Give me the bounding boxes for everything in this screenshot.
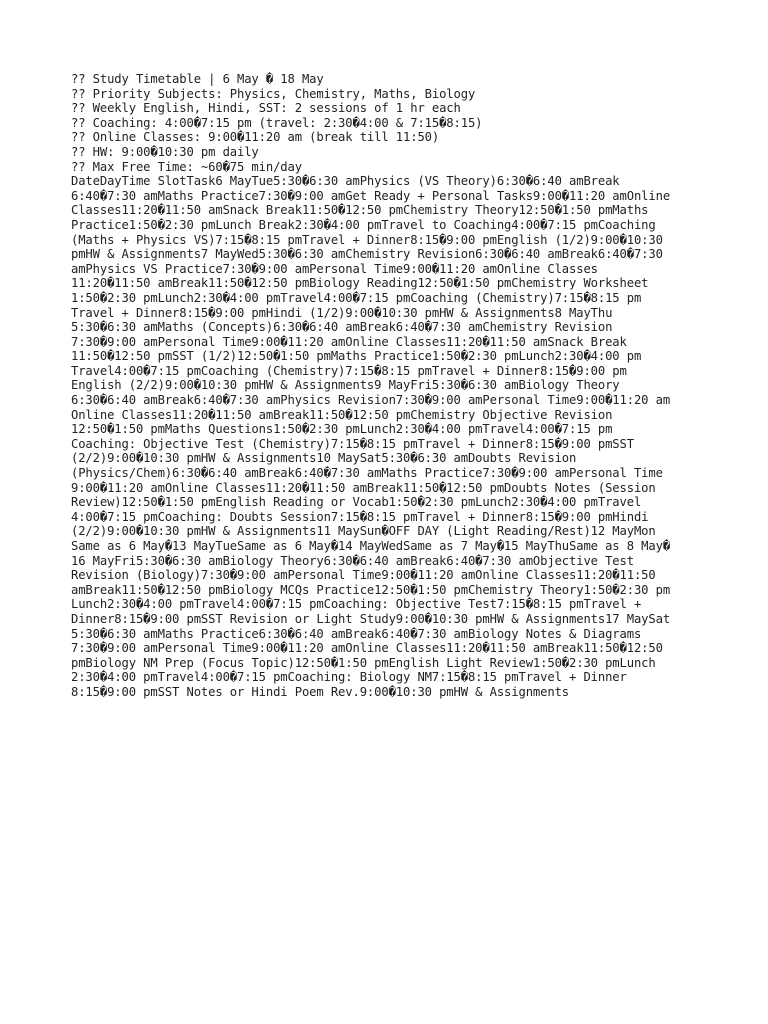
priority-subjects-line: ?? Priority Subjects: Physics, Chemistry, Maths, Biology (71, 86, 476, 101)
timetable-text-line: Revision (Biology)7:30�9:00 amPersonal Time9:00�11:20 amOnline Classes11:20�11:50 (71, 568, 656, 583)
timetable-text-line: Coaching: Objective Test (Chemistry)7:15�8:15 pmTravel + Dinner8:15�9:00 pmSST (71, 436, 634, 451)
timetable-text-line: (Maths + Physics VS)7:15�8:15 pmTravel + Dinner8:15�9:00 pmEnglish (1/2)9:00�10:30 (71, 232, 663, 247)
timetable-text-line: pmHW & Assignments7 MayWed5:30�6:30 amChemistry Revision6:30�6:40 amBreak6:40�7:30 (71, 247, 663, 262)
timetable-text-line: amPhysics VS Practice7:30�9:00 amPersonal Time9:00�11:20 amOnline Classes (71, 261, 598, 276)
timetable-text-line: 11:20�11:50 amBreak11:50�12:50 pmBiology Reading12:50�1:50 pmChemistry Worksheet (71, 276, 649, 291)
timetable-text-line: 5:30�6:30 amMaths (Concepts)6:30�6:40 amBreak6:40�7:30 amChemistry Revision (71, 320, 613, 335)
timetable-text-line: 5:30�6:30 amMaths Practice6:30�6:40 amBreak6:40�7:30 amBiology Notes & Diagrams (71, 626, 642, 641)
timetable-text-line: Online Classes11:20�11:50 amBreak11:50�12:50 pmChemistry Objective Revision (71, 407, 613, 422)
timetable-text-line: 2:30�4:00 pmTravel4:00�7:15 pmCoaching: Biology NM7:15�8:15 pmTravel + Dinner (71, 670, 627, 685)
timetable-text-line: 7:30�9:00 amPersonal Time9:00�11:20 amOnline Classes11:20�11:50 amBreak11:50�12:50 (71, 641, 663, 656)
timetable-text-line: Classes11:20�11:50 amSnack Break11:50�12:50 pmChemistry Theory12:50�1:50 pmMaths (71, 203, 649, 218)
timetable-text-line: Same as 6 May�13 MayTueSame as 6 May�14 MayWedSame as 7 May�15 MayThuSame as 8 May� (71, 539, 671, 553)
coaching-line: ?? Coaching: 4:00�7:15 pm (travel: 2:30�4:00 & 7:15�8:15) (71, 115, 483, 130)
title-line: ?? Study Timetable | 6 May � 18 May (71, 72, 324, 86)
timetable-text-line: Travel + Dinner8:15�9:00 pmHindi (1/2)9:00�10:30 pmHW & Assignments8 MayThu (71, 305, 613, 320)
timetable-text-line: amBreak11:50�12:50 pmBiology MCQs Practice12:50�1:50 pmChemistry Theory1:50�2:30 pm (71, 582, 671, 597)
timetable-text-line: 7:30�9:00 amPersonal Time9:00�11:20 amOnline Classes11:20�11:50 amSnack Break (71, 334, 627, 349)
timetable-text-line: 1:50�2:30 pmLunch2:30�4:00 pmTravel4:00�7:15 pmCoaching (Chemistry)7:15�8:15 pm (71, 290, 642, 305)
timetable-text-line: Review)12:50�1:50 pmEnglish Reading or Vocab1:50�2:30 pmLunch2:30�4:00 pmTravel (71, 495, 642, 510)
timetable-text-line: 16 MayFri5:30�6:30 amBiology Theory6:30�6:40 amBreak6:40�7:30 amObjective Test (71, 553, 634, 568)
timetable-text-line: 4:00�7:15 pmCoaching: Doubts Session7:15�8:15 pmTravel + Dinner8:15�9:00 pmHindi (71, 509, 649, 524)
timetable-text-line: pmBiology NM Prep (Focus Topic)12:50�1:50 pmEnglish Light Review1:50�2:30 pmLunch (71, 655, 656, 670)
timetable-text-line: Dinner8:15�9:00 pmSST Revision or Light Study9:00�10:30 pmHW & Assignments17 MaySat (71, 611, 671, 626)
free-time-line: ?? Max Free Time: ~60�75 min/day (71, 159, 302, 174)
timetable-body (71, 174, 701, 699)
timetable-text-line: 6:40�7:30 amMaths Practice7:30�9:00 amGet Ready + Personal Tasks9:00�11:20 amOnline (71, 188, 671, 203)
online-classes-line: ?? Online Classes: 9:00�11:20 am (break till 11:50) (71, 130, 440, 145)
timetable-text-line: DateDayTime SlotTask6 MayTue5:30�6:30 amPhysics (VS Theory)6:30�6:40 amBreak (71, 174, 620, 189)
timetable-text-line: Travel4:00�7:15 pmCoaching (Chemistry)7:15�8:15 pmTravel + Dinner8:15�9:00 pm (71, 363, 627, 378)
timetable-text-line: 6:30�6:40 amBreak6:40�7:30 amPhysics Revision7:30�9:00 amPersonal Time9:00�11:20 am (71, 393, 671, 408)
timetable-text-line: Lunch2:30�4:00 pmTravel4:00�7:15 pmCoaching: Objective Test7:15�8:15 pmTravel + (71, 597, 642, 612)
homework-line: ?? HW: 9:00�10:30 pm daily (71, 144, 259, 159)
timetable-text-line: (2/2)9:00�10:30 pmHW & Assignments10 MaySat5:30�6:30 amDoubts Revision (71, 451, 577, 466)
timetable-header (71, 72, 701, 174)
timetable-text-line: Practice1:50�2:30 pmLunch Break2:30�4:00 pmTravel to Coaching4:00�7:15 pmCoaching (71, 217, 656, 232)
timetable-text-line: (Physics/Chem)6:30�6:40 amBreak6:40�7:30 amMaths Practice7:30�9:00 amPersonal Time (71, 466, 663, 481)
timetable-text-line: 11:50�12:50 pmSST (1/2)12:50�1:50 pmMaths Practice1:50�2:30 pmLunch2:30�4:00 pm (71, 349, 642, 364)
document-page (71, 72, 701, 700)
weekly-subjects-line: ?? Weekly English, Hindi, SST: 2 sessions of 1 hr each (71, 101, 461, 116)
timetable-text-line: 9:00�11:20 amOnline Classes11:20�11:50 amBreak11:50�12:50 pmDoubts Notes (Session (71, 480, 656, 495)
timetable-text-line: (2/2)9:00�10:30 pmHW & Assignments11 MaySun�OFF DAY (Light Reading/Rest)12 MayMon (71, 524, 656, 539)
timetable-text-line: English (2/2)9:00�10:30 pmHW & Assignments9 MayFri5:30�6:30 amBiology Theory (71, 378, 620, 393)
timetable-text-line: 12:50�1:50 pmMaths Questions1:50�2:30 pmLunch2:30�4:00 pmTravel4:00�7:15 pm (71, 422, 613, 437)
timetable-text-line: 8:15�9:00 pmSST Notes or Hindi Poem Rev.9:00�10:30 pmHW & Assignments (71, 684, 570, 699)
